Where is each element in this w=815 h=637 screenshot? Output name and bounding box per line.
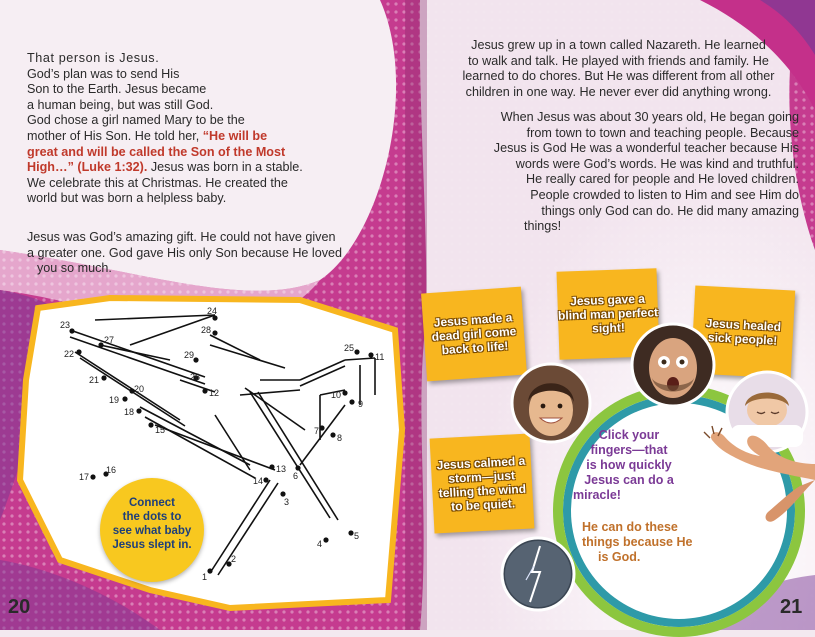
text-line: We celebrate this at Christmas. He created the xyxy=(27,175,288,190)
callout-line: things because He xyxy=(582,535,693,549)
scripture-quote: “He will be xyxy=(202,128,268,143)
text-line: mother of His Son. He told her, xyxy=(27,128,200,143)
text-line: God’s plan was to send His xyxy=(27,66,180,81)
caption-line: Jesus slept in. xyxy=(112,539,192,551)
caption-line: Connect xyxy=(129,497,175,509)
dot-label: 4 xyxy=(317,539,323,549)
dot-label: 28 xyxy=(201,325,212,335)
text-line: That person is Jesus. xyxy=(27,51,160,65)
callout-line: fingers—that xyxy=(590,443,668,457)
text-line: a greater one. God gave His only Son because He loved xyxy=(27,245,343,260)
note-text: Jesus gave a blind man perfect sight! xyxy=(557,291,659,336)
dot-label: 24 xyxy=(207,306,218,316)
dot-label: 12 xyxy=(209,388,220,398)
text-line: learned to do chores. But He was different from all other xyxy=(462,69,775,84)
note-text: Jesus calmed a storm—just telling the wind to be quiet. xyxy=(436,453,527,514)
blind-man-photo xyxy=(630,322,716,408)
callout-line: is how quickly xyxy=(586,458,672,472)
text-line: When Jesus was about 30 years old, He began going xyxy=(500,110,799,124)
callout-line: Jesus can do a xyxy=(584,473,674,487)
text-line: Jesus was God’s amazing gift. He could not have given xyxy=(27,230,336,244)
dot-label: 15 xyxy=(155,425,166,435)
dot-label: 16 xyxy=(106,465,117,475)
dot-label: 13 xyxy=(276,464,287,474)
dot-label: 8 xyxy=(337,433,343,443)
text-line: from town to town and teaching people. Because xyxy=(526,125,799,140)
text-line: things! xyxy=(524,219,562,234)
text-line: world but was born a helpless baby. xyxy=(27,191,227,206)
caption-line: see what baby xyxy=(112,525,192,537)
dot-label: 27 xyxy=(104,335,115,345)
text-line: People crowded to listen to Him and see Him do xyxy=(530,187,799,202)
callout-line: is God. xyxy=(598,550,641,564)
text-line: He really cared for people and He loved children. xyxy=(525,172,799,187)
dot-label: 23 xyxy=(60,320,71,330)
dot-label: 6 xyxy=(293,471,299,481)
scripture-quote: great and will be called the Son of the Most xyxy=(27,144,286,159)
dot-label: 21 xyxy=(89,375,100,385)
page-number-left: 20 xyxy=(8,596,31,618)
page-number-right: 21 xyxy=(780,596,803,618)
dot-label: 17 xyxy=(79,472,90,482)
caption-line: the dots to xyxy=(122,511,182,523)
dot-label: 9 xyxy=(358,399,364,409)
dot-label: 20 xyxy=(134,384,145,394)
dot-label: 14 xyxy=(253,476,264,486)
dot-label: 26 xyxy=(190,372,201,382)
dot-label: 29 xyxy=(184,350,195,360)
text-line: Jesus was born in a stable. xyxy=(147,160,303,175)
text-line: things only God can do. He did many amazing xyxy=(541,203,799,218)
text-line: Son to the Earth. Jesus became xyxy=(27,82,207,97)
text-line: you so much. xyxy=(37,261,112,276)
snapping-hand-icon xyxy=(690,420,815,545)
callout-line: Click your xyxy=(598,428,660,442)
text-line: God chose a girl named Mary to be the xyxy=(27,113,245,128)
text-line: Jesus grew up in a town called Nazareth. He learned xyxy=(471,38,766,52)
text-line: children in one way. He never ever did anything wrong. xyxy=(465,84,772,99)
dot-label: 1 xyxy=(202,572,208,582)
dot-label: 25 xyxy=(344,343,355,353)
callout-line: He can do these xyxy=(582,520,678,534)
click-fingers-text xyxy=(573,428,685,503)
text-line: words were God’s words. He was kind and truthful. xyxy=(515,156,799,171)
callout-line: miracle! xyxy=(573,488,621,502)
text-line: to walk and talk. He played with friends and family. He xyxy=(468,53,769,68)
dot-label: 10 xyxy=(331,390,342,400)
note-text: Jesus made a dead girl come back to life! xyxy=(431,310,517,358)
dot-label: 19 xyxy=(109,395,120,405)
text-line: Jesus is God He was a wonderful teacher because His xyxy=(493,141,799,156)
dot-label: 2 xyxy=(231,554,237,564)
dot-label: 18 xyxy=(124,407,135,417)
dot-label: 7 xyxy=(314,426,320,436)
text-line: a human being, but was still God. xyxy=(27,97,214,112)
note-text: Jesus healed sick people! xyxy=(705,316,782,348)
dot-label: 5 xyxy=(354,531,360,541)
miracle-note-storm xyxy=(430,433,535,533)
dot-label: 22 xyxy=(64,349,75,359)
because-god-text xyxy=(582,520,702,565)
storm-photo xyxy=(500,536,576,612)
scripture-quote: High…” (Luke 1:32). xyxy=(27,160,148,175)
dot-label: 11 xyxy=(375,352,385,362)
connect-dots-caption xyxy=(106,496,198,552)
dot-label: 3 xyxy=(284,497,290,507)
